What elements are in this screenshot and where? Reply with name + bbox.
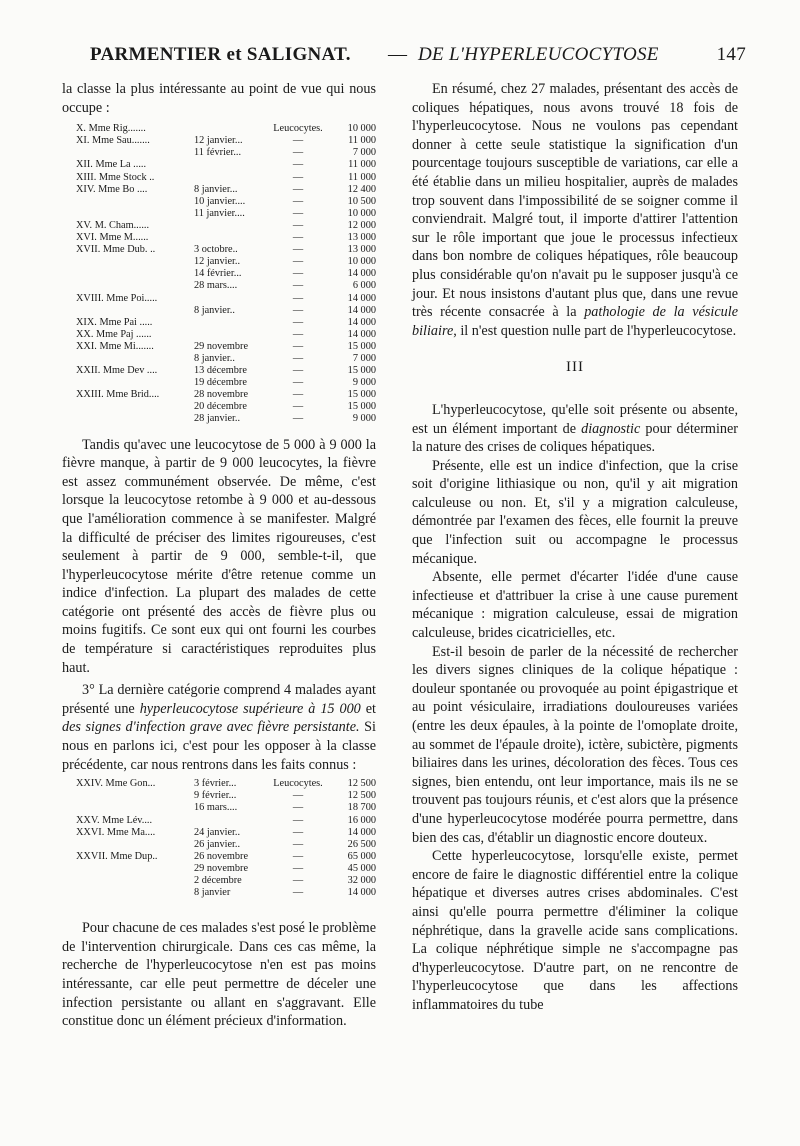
patient-name (76, 401, 194, 413)
leucocyte-count: 65 000 (347, 850, 376, 862)
table-row (76, 208, 376, 220)
leucocyte-count: 14 000 (347, 304, 376, 316)
paragraph-diagnostic (412, 401, 738, 457)
table-row (76, 244, 376, 256)
leucocytes-label: — (292, 316, 304, 328)
measurement-date: 13 décembre (194, 365, 247, 377)
section-heading: III (566, 359, 584, 376)
measurement-date: 26 novembre (194, 850, 249, 862)
patient-name (76, 256, 194, 268)
measurement-date (194, 317, 272, 329)
leucocyte-count: 26 500 (347, 838, 376, 850)
table-row (76, 220, 376, 232)
measurement-date: 20 décembre (194, 401, 247, 413)
paragraph-absente: Absente, elle permet d'écarter l'idée d'une cause infectieuse et d'attribuer la crise à une cause purement mécanique : migration calculeuse, essai de migration calculeuse, brides cicatricielles, etc. (412, 569, 738, 642)
leucocyte-count: 12 500 (347, 778, 376, 790)
running-header (62, 44, 746, 70)
leucocyte-count: 32 000 (347, 874, 376, 886)
leucocyte-count: 10 000 (347, 207, 376, 219)
leucocyte-count: 12 000 (347, 219, 376, 231)
page-number: 147 (716, 44, 746, 65)
measurement-date: 28 novembre (194, 389, 249, 401)
leucocytes-label: — (292, 171, 304, 183)
table-row (76, 827, 376, 839)
patient-name (76, 196, 194, 208)
paragraph-fever: Tandis qu'avec une leucocytose de 5 000 à 9 000 la fièvre manque, à partir de 9 000 leucocytes, la fièvre est assez communément observée. De même, c'est lorsque la leucocytose retombe à 9 000 et au-dessous que l'amélioration commence à se manifester. Malgré la difficulté de préciser des limites rigoureuses, c'est seulement à partir de 9 000, semble-t-il, que l'hyperleucocytose mérite d'être retenue comme un indice d'infection. La plupart des malades de cette catégorie ont présenté des accès de fièvre plus ou moins fugitifs. Ce sont eux qui ont fourni les courbes de température si caractéristiques reproduites plus haut. (62, 436, 376, 676)
patient-name: XVIII. Mme Poi..... (76, 292, 158, 304)
patient-name (76, 305, 194, 317)
patient-name (76, 839, 194, 851)
patient-name: XXV. Mme Lév.... (76, 814, 153, 826)
leucocytes-label: — (292, 887, 304, 899)
measurement-date: 19 décembre (194, 377, 247, 389)
para2-text-a: 3° La dernière catégorie comprend 4 malades ayant présenté une (62, 682, 376, 717)
table-row (76, 377, 376, 389)
measurement-date (194, 329, 272, 341)
para2-emphasis-1: hyperleucocytose supérieure à 15 000 (139, 700, 361, 717)
leucocytes-label: — (292, 328, 304, 340)
measurement-date: 14 février... (194, 268, 242, 280)
table-row (76, 329, 376, 341)
leucocyte-count: 14 000 (347, 826, 376, 838)
leucocytes-label: — (292, 147, 304, 159)
leucocytes-label: — (292, 256, 304, 268)
leucocytes-label: — (292, 814, 304, 826)
measurement-date: 11 février... (194, 147, 242, 159)
leucocytes-label: — (292, 413, 304, 425)
table-row (76, 413, 376, 425)
leucocyte-count: 15 000 (347, 401, 376, 413)
leucocyte-count: 14 000 (347, 268, 376, 280)
patient-name: XIII. Mme Stock .. (76, 171, 155, 183)
leucocyte-count: 14 000 (347, 887, 376, 899)
leucocyte-count: 9 000 (352, 413, 376, 425)
table-row (76, 268, 376, 280)
leucocytes-label: — (292, 268, 304, 280)
leucocyte-count: 10 000 (347, 256, 376, 268)
leucocytes-label: — (292, 244, 304, 256)
measurement-date: 8 janvier (194, 887, 231, 899)
leucocyte-count: 6 000 (352, 280, 376, 292)
table-row (76, 317, 376, 329)
leucocytes-label: — (292, 365, 304, 377)
diagnostic-emphasis: diagnostic (581, 420, 641, 437)
table-row (76, 184, 376, 196)
leucocyte-count: 18 700 (347, 802, 376, 814)
header-title: DE L'HYPERLEUCOCYTOSE (418, 44, 659, 65)
leucocyte-count: 12 500 (347, 790, 376, 802)
leucocytes-label: — (292, 389, 304, 401)
table-row (76, 196, 376, 208)
para2-text-c: Si nous en parlons ici, c'est pour les opposer à la classe précédente, car nous rentrons dans les faits connus : (62, 719, 376, 773)
leucocytes-label: — (292, 195, 304, 207)
table-row (76, 353, 376, 365)
patient-name: XXIII. Mme Brid.... (76, 389, 160, 401)
patient-name: XV. M. Cham...... (76, 219, 150, 231)
paragraph-third-category (62, 681, 376, 774)
para2-emphasis-2: des signes d'infection grave avec fièvre persistante. (62, 719, 360, 736)
leucocyte-count: 14 000 (347, 292, 376, 304)
patient-name: XX. Mme Paj ...... (76, 328, 152, 340)
leucocyte-count: 15 000 (347, 365, 376, 377)
leucocytes-label: Leucocytes. (273, 778, 323, 790)
leucocytes-label: — (292, 340, 304, 352)
header-separator: — (388, 44, 408, 65)
table-row (76, 280, 376, 292)
patient-name: XVI. Mme M...... (76, 232, 149, 244)
table-row (76, 293, 376, 305)
leucocytes-label: — (292, 159, 304, 171)
measurement-date: 9 février... (194, 790, 237, 802)
table-row (76, 815, 376, 827)
leucocytes-label: — (292, 377, 304, 389)
measurement-date: 8 janvier.. (194, 304, 235, 316)
leucocytes-label: — (292, 401, 304, 413)
measurement-date: 8 janvier.. (194, 352, 235, 364)
measurement-date: 10 janvier.... (194, 195, 246, 207)
leucocytes-label: — (292, 304, 304, 316)
intro-paragraph: la classe la plus intéressante au point de vue qui nous occupe : (62, 81, 376, 116)
right-column (412, 80, 738, 1015)
table-row (76, 256, 376, 268)
measurement-date (194, 232, 272, 244)
patient-name (76, 280, 194, 292)
measurement-date: 8 janvier... (194, 183, 238, 195)
table-row (76, 887, 376, 899)
measurement-date (194, 172, 272, 184)
leucocytes-label: — (292, 826, 304, 838)
leucocyte-count: 16 000 (347, 814, 376, 826)
table-row (76, 863, 376, 875)
table-row (76, 802, 376, 814)
measurement-date: 29 novembre (194, 862, 249, 874)
summary-text-b: , il n'est question nulle part de l'hyperleucocytose. (453, 322, 737, 339)
leucocyte-count: 11 000 (348, 135, 376, 147)
measurement-date: 12 janvier.. (194, 256, 241, 268)
leucocyte-table-2 (76, 778, 376, 899)
table-row (76, 159, 376, 171)
patient-name (76, 887, 194, 899)
patient-name (76, 802, 194, 814)
leucocyte-count: 14 000 (347, 328, 376, 340)
leucocytes-label: — (292, 219, 304, 231)
patient-name (76, 353, 194, 365)
table-row (76, 123, 376, 135)
paragraph-summary (412, 80, 738, 340)
leucocytes-label: — (292, 862, 304, 874)
measurement-date: 16 mars.... (194, 802, 238, 814)
measurement-date: 3 octobre.. (194, 244, 238, 256)
leucocyte-count: 13 000 (347, 244, 376, 256)
paragraph-presente: Présente, elle est un indice d'infection, que la crise soit d'origine lithiasique ou non, qu'il y ait migration calculeuse ou non. Et, s'il y a migration calculeuse, démontrée par l'examen des fèces, elle fournit la preuve que l'infection suit ou accompagne le processus mécanique. (412, 457, 738, 567)
patient-name: XXVII. Mme Dup.. (76, 850, 158, 862)
measurement-date: 3 février... (194, 778, 237, 790)
leucocyte-count: 10 000 (347, 123, 376, 135)
leucocyte-count: 9 000 (352, 377, 376, 389)
patient-name: XII. Mme La ..... (76, 159, 147, 171)
table-row (76, 839, 376, 851)
diagnostic-text-b: pour déterminer la nature des crises de coliques hépatiques. (412, 420, 739, 456)
leucocyte-count: 11 000 (348, 159, 376, 171)
leucocytes-label: — (292, 352, 304, 364)
measurement-date (194, 293, 272, 305)
table-row (76, 147, 376, 159)
measurement-date: 29 novembre (194, 340, 249, 352)
measurement-date: 24 janvier.. (194, 826, 241, 838)
table-row (76, 851, 376, 863)
table-row (76, 135, 376, 147)
leucocyte-count: 10 500 (347, 195, 376, 207)
paragraph-diagnostic-differentiel: Cette hyperleucocytose, lorsqu'elle existe, permet encore de faire le diagnostic différentiel entre la colique hépatique et diverses autres crises abdominales. C'est ainsi qu'elle pourra permettre d'éliminer la colique néphrétique, dans la gravelle acide sans complications. La colique néphrétique simple ne s'accompagne pas d'hyperleucocytose. D'autre part, on ne rencontre de l'hyperleucocytose que dans les affections inflammatoires du tube (412, 848, 738, 1013)
leucocytes-label: — (292, 232, 304, 244)
summary-emphasis: pathologie de la vésicule biliaire (412, 304, 738, 339)
leucocyte-count: 7 000 (352, 352, 376, 364)
leucocytes-label: — (292, 874, 304, 886)
leucocytes-label: — (292, 802, 304, 814)
leucocytes-label: — (292, 207, 304, 219)
leucocyte-count: 15 000 (347, 340, 376, 352)
leucocyte-count: 12 400 (347, 183, 376, 195)
leucocyte-count: 7 000 (352, 147, 376, 159)
measurement-date: 28 janvier.. (194, 413, 241, 425)
paragraph-surgery: Pour chacune de ces malades s'est posé le problème de l'intervention chirurgicale. Dans ces cas même, la recherche de l'hyperleucocytose n'en est pas moins intéressante, car elle peut permettre de déceler une infection persistante ou allant en s'aggravant. Elle constitue donc un élément précieux d'information. (62, 920, 376, 1030)
measurement-date: 26 janvier.. (194, 838, 241, 850)
leucocytes-label: — (292, 135, 304, 147)
measurement-date (194, 815, 272, 827)
leucocytes-label: — (292, 838, 304, 850)
patient-name (76, 147, 194, 159)
measurement-date: 11 janvier.... (194, 207, 245, 219)
table-row (76, 232, 376, 244)
table-row (76, 172, 376, 184)
leucocyte-table-1 (76, 123, 376, 425)
patient-name (76, 377, 194, 389)
leucocyte-count: 11 000 (348, 171, 376, 183)
left-column (62, 80, 376, 1031)
measurement-date (194, 123, 272, 135)
table-row (76, 365, 376, 377)
measurement-date: 28 mars.... (194, 280, 238, 292)
table-row (76, 875, 376, 887)
patient-name: XIV. Mme Bo .... (76, 183, 148, 195)
table-row (76, 790, 376, 802)
measurement-date (194, 159, 272, 171)
table-row (76, 305, 376, 317)
summary-text-a: En résumé, chez 27 malades, présentant des accès de coliques hépatiques, nous avons trouvé 18 fois de l'hyperleucocytose. Nous ne voulons pas cependant donner à cette seule statistique la signification d'un pourcentage toujours susceptible de variations, car elle a été établie dans un milieu hospitalier, auprès de malades trop souvent dans l'impossibilité de se soigner comme il conviendrait. Malgré tout, il importe d'attirer l'attention sur le rôle important que joue le processus infectieux dans bon nombre de coliques hépatiques, rôle beaucoup plus considérable qu'on n'avait pu le supposer jusqu'à ce jour. Et nous insistons d'autant plus que, dans une revue très récente consacrée à la (412, 81, 738, 321)
patient-name: XIX. Mme Pai ..... (76, 316, 153, 328)
patient-name: XVII. Mme Dub. .. (76, 244, 156, 256)
leucocyte-count: 15 000 (347, 389, 376, 401)
leucocyte-count: 13 000 (347, 232, 376, 244)
patient-name: XXII. Mme Dev .... (76, 365, 158, 377)
leucocyte-count: 14 000 (347, 316, 376, 328)
measurement-date: 2 décembre (194, 874, 242, 886)
table-row (76, 778, 376, 790)
patient-name (76, 790, 194, 802)
patient-name: X. Mme Rig....... (76, 123, 146, 135)
leucocytes-label: — (292, 292, 304, 304)
header-authors: PARMENTIER et SALIGNAT. (90, 44, 351, 65)
table-row (76, 389, 376, 401)
patient-name (76, 268, 194, 280)
table-row (76, 401, 376, 413)
paragraph-signes-cliniques: Est-il besoin de parler de la nécessité de rechercher les divers signes cliniques de la colique hépatique : douleur spontanée ou provoquée au point épigastrique et au point vésiculaire, irradiations douloureuses variées (entre les deux épaules, à la pointe de l'omoplate droite, au sommet de l'épaule droite), ictère, subictère, pigments biliaires dans les urines, décoloration des fèces. Tous ces signes, bien entendu, ont leur importance, mais ils ne se trouvent pas toujours réunis, et c'est alors que la présence d'une hyperleucocytose modérée pourra permettre, dans bien des cas, d'établir un diagnostic encore douteux. (412, 643, 738, 846)
leucocytes-label: — (292, 183, 304, 195)
leucocytes-label: — (292, 280, 304, 292)
leucocytes-label: — (292, 790, 304, 802)
patient-name: XXIV. Mme Gon... (76, 778, 156, 790)
leucocytes-label: Leucocytes. (273, 123, 323, 135)
leucocyte-count: 45 000 (347, 862, 376, 874)
patient-name: XI. Mme Sau....... (76, 135, 150, 147)
para2-text-b: et (360, 700, 376, 717)
diagnostic-text-a: L'hyperleucocytose, qu'elle soit présente ou absente, est un élément important de (412, 401, 738, 437)
leucocytes-label: — (292, 850, 304, 862)
patient-name (76, 413, 194, 425)
table-row (76, 341, 376, 353)
patient-name (76, 875, 194, 887)
patient-name: XXVI. Mme Ma.... (76, 826, 156, 838)
patient-name: XXI. Mme Mi....... (76, 340, 154, 352)
measurement-date (194, 220, 272, 232)
patient-name (76, 208, 194, 220)
patient-name (76, 863, 194, 875)
measurement-date: 12 janvier... (194, 135, 243, 147)
